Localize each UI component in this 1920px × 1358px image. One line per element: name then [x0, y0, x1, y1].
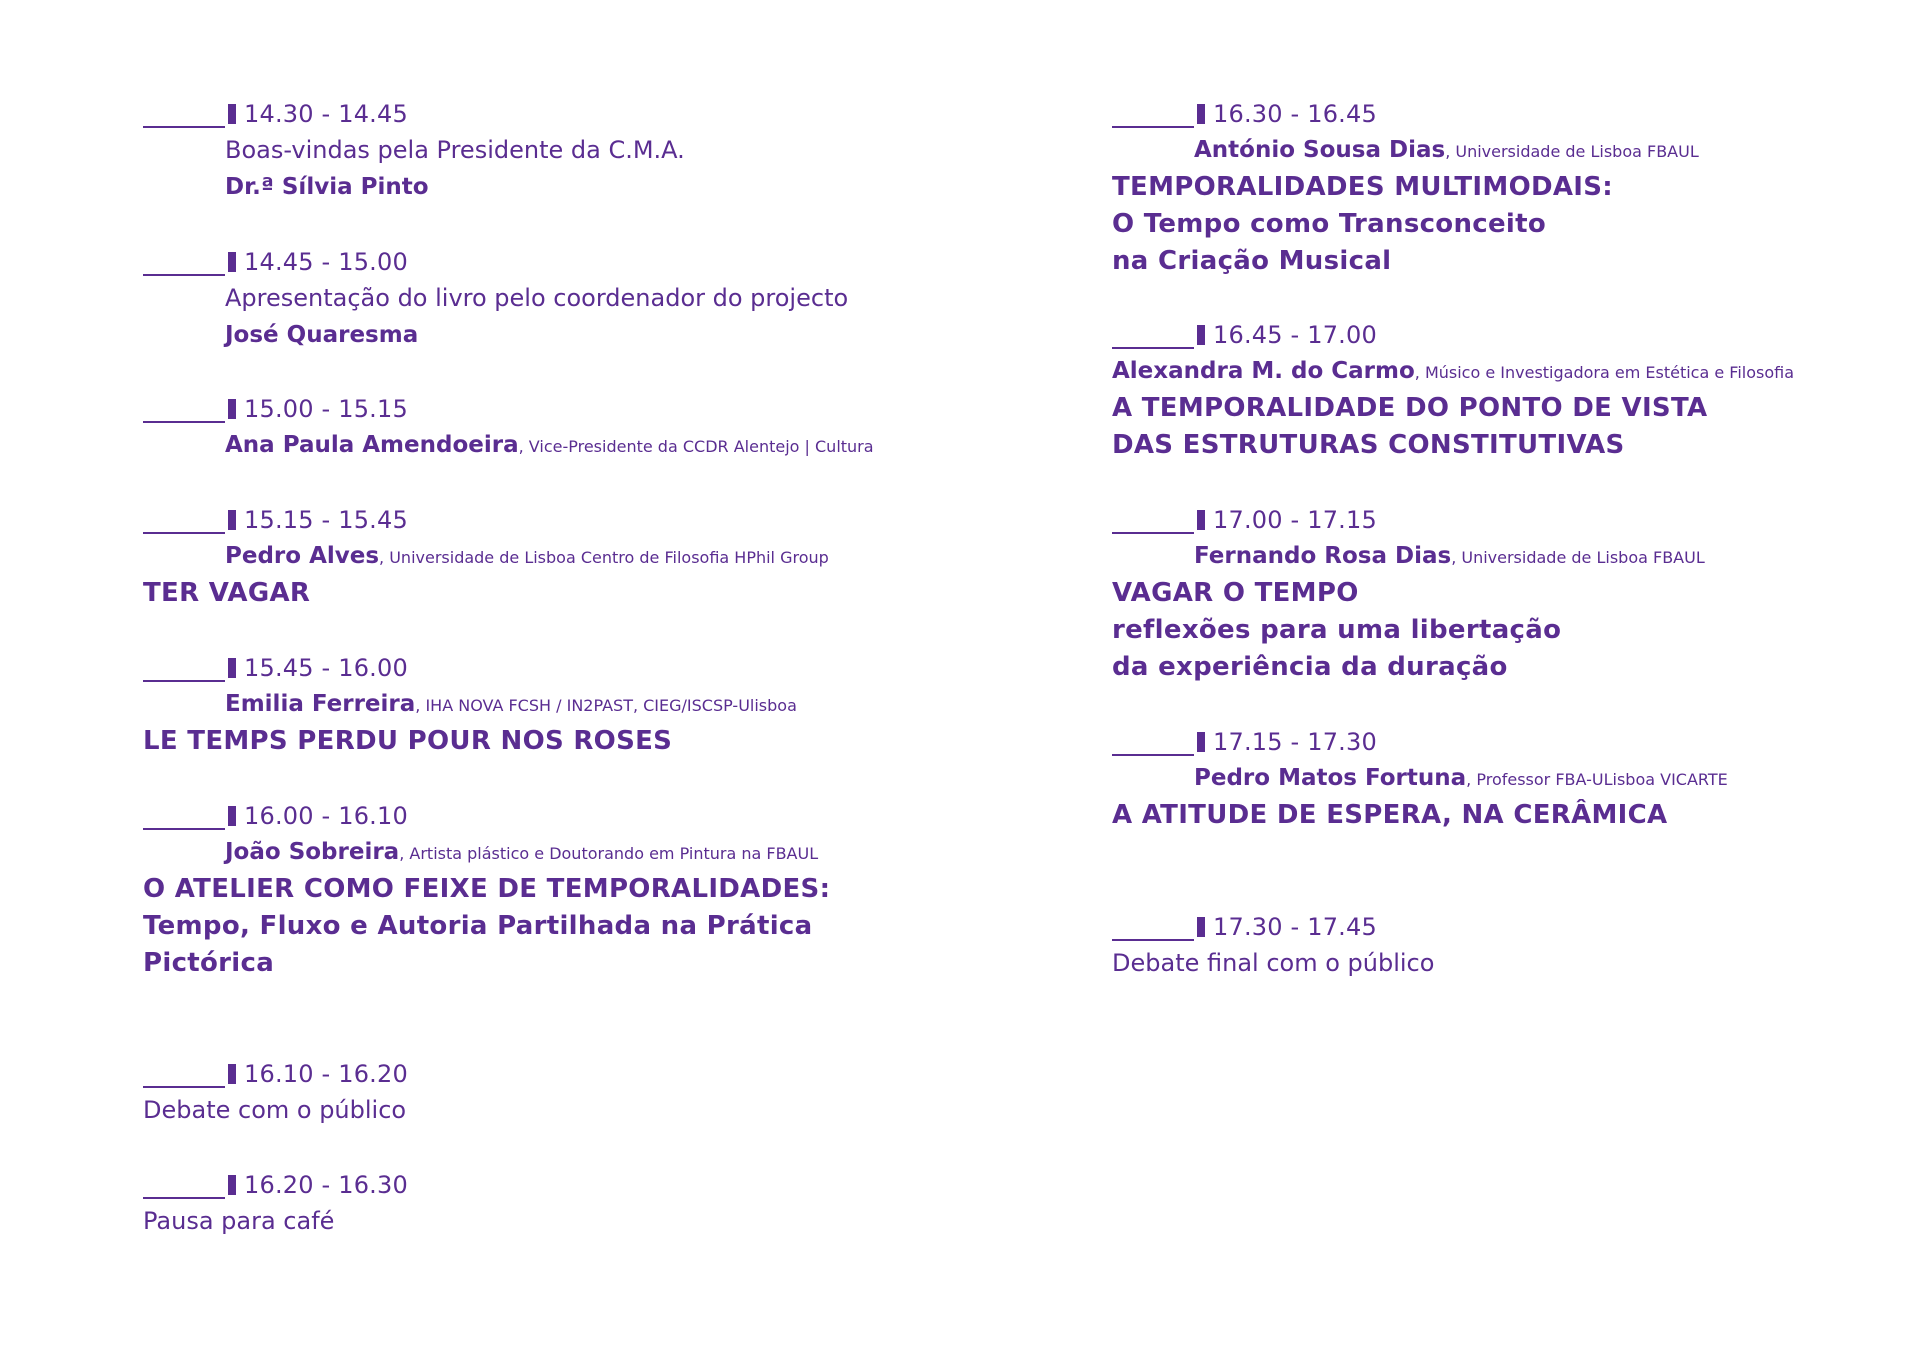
session-time: 15.00 - 15.15	[143, 391, 903, 427]
talk-title: DAS ESTRUTURAS CONSTITUTIVAS	[1112, 430, 1625, 460]
talk-title: Pictórica	[143, 948, 275, 978]
session-time: 16.10 - 16.20	[143, 1056, 903, 1092]
talk-title: da experiência da duração	[1112, 652, 1508, 682]
time-rule	[1112, 754, 1194, 756]
time-rule	[1112, 347, 1194, 349]
session-item	[143, 650, 903, 760]
session-time: 14.30 - 14.45	[143, 96, 903, 132]
talk-title: TER VAGAR	[143, 578, 311, 608]
session-speaker: Dr.ª Sílvia Pinto	[225, 174, 429, 200]
session-time: 16.00 - 16.10	[143, 798, 903, 834]
speaker-affiliation: , Universidade de Lisboa Centro de Filosofia HPhil Group	[379, 548, 829, 567]
talk-title: na Criação Musical	[1112, 246, 1392, 276]
time-marker-icon	[1197, 732, 1205, 752]
session-time: 15.45 - 16.00	[143, 650, 903, 686]
session-item	[1112, 96, 1892, 280]
session-time: 16.30 - 16.45	[1112, 96, 1892, 132]
session-speaker: João Sobreira, Artista plástico e Doutorando em Pintura na FBAUL	[225, 839, 819, 865]
session-speaker: Pedro Alves, Universidade de Lisboa Centro de Filosofia HPhil Group	[225, 543, 829, 569]
time-marker-icon	[228, 1064, 236, 1084]
time-rule	[143, 421, 225, 423]
session-time: 14.45 - 15.00	[143, 244, 903, 280]
session-speaker: António Sousa Dias, Universidade de Lisboa FBAUL	[1194, 137, 1699, 163]
session-item	[143, 502, 903, 612]
time-rule	[143, 532, 225, 534]
session-text: Debate final com o público	[1112, 949, 1435, 977]
talk-title: TEMPORALIDADES MULTIMODAIS:	[1112, 172, 1613, 202]
time-marker-icon	[1197, 917, 1205, 937]
session-time: 17.15 - 17.30	[1112, 724, 1892, 760]
session-time: 16.20 - 16.30	[143, 1167, 903, 1203]
time-marker-icon	[1197, 325, 1205, 345]
session-speaker: Emilia Ferreira, IHA NOVA FCSH / IN2PAST, CIEG/ISCSP-Ulisboa	[225, 691, 797, 717]
session-item	[143, 1056, 903, 1129]
time-marker-icon	[228, 1175, 236, 1195]
time-marker-icon	[1197, 510, 1205, 530]
time-rule	[143, 1197, 225, 1199]
time-marker-icon	[228, 104, 236, 124]
session-speaker: Pedro Matos Fortuna, Professor FBA-ULisboa VICARTE	[1194, 765, 1728, 791]
time-rule	[1112, 126, 1194, 128]
talk-title: A ATITUDE DE ESPERA, NA CERÂMICA	[1112, 800, 1668, 830]
session-item	[143, 391, 903, 464]
time-marker-icon	[1197, 104, 1205, 124]
session-item	[1112, 317, 1892, 464]
talk-title: Tempo, Fluxo e Autoria Partilhada na Prática	[143, 911, 813, 941]
time-rule	[143, 1086, 225, 1088]
session-text: Apresentação do livro pelo coordenador do projecto	[225, 284, 849, 312]
talk-title: reflexões para uma libertação	[1112, 615, 1562, 645]
session-time: 16.45 - 17.00	[1112, 317, 1892, 353]
time-marker-icon	[228, 510, 236, 530]
talk-title: VAGAR O TEMPO	[1112, 578, 1359, 608]
time-rule	[143, 274, 225, 276]
session-text: Pausa para café	[143, 1207, 335, 1235]
time-rule	[1112, 939, 1194, 941]
talk-title: O ATELIER COMO FEIXE DE TEMPORALIDADES:	[143, 874, 831, 904]
speaker-affiliation: , Universidade de Lisboa FBAUL	[1451, 548, 1705, 567]
session-speaker: Fernando Rosa Dias, Universidade de Lisboa FBAUL	[1194, 543, 1705, 569]
session-item	[1112, 502, 1892, 686]
time-marker-icon	[228, 806, 236, 826]
time-marker-icon	[228, 252, 236, 272]
time-rule	[1112, 532, 1194, 534]
session-item	[143, 798, 903, 982]
speaker-affiliation: , Vice-Presidente da CCDR Alentejo | Cultura	[518, 437, 874, 456]
session-time: 15.15 - 15.45	[143, 502, 903, 538]
speaker-affiliation: , Músico e Investigadora em Estética e Filosofia	[1414, 363, 1795, 382]
session-item	[1112, 909, 1892, 982]
speaker-affiliation: , Artista plástico e Doutorando em Pintura na FBAUL	[399, 844, 819, 863]
session-text: Boas-vindas pela Presidente da C.M.A.	[225, 136, 685, 164]
time-rule	[143, 828, 225, 830]
session-speaker: Ana Paula Amendoeira, Vice-Presidente da CCDR Alentejo | Cultura	[225, 432, 874, 458]
talk-title: O Tempo como Transconceito	[1112, 209, 1547, 239]
speaker-affiliation: , Professor FBA-ULisboa VICARTE	[1466, 770, 1728, 789]
talk-title: A TEMPORALIDADE DO PONTO DE VISTA	[1112, 393, 1708, 423]
session-text: Debate com o público	[143, 1096, 407, 1124]
session-time: 17.00 - 17.15	[1112, 502, 1892, 538]
talk-title: LE TEMPS PERDU POUR NOS ROSES	[143, 726, 673, 756]
time-rule	[143, 680, 225, 682]
time-marker-icon	[228, 399, 236, 419]
time-marker-icon	[228, 658, 236, 678]
session-time: 17.30 - 17.45	[1112, 909, 1892, 945]
session-item	[143, 244, 903, 354]
session-item	[1112, 724, 1892, 834]
session-item	[143, 96, 903, 206]
session-speaker: José Quaresma	[225, 322, 419, 348]
time-rule	[143, 126, 225, 128]
speaker-affiliation: , Universidade de Lisboa FBAUL	[1445, 142, 1699, 161]
session-speaker: Alexandra M. do Carmo, Músico e Investigadora em Estética e Filosofia	[1112, 358, 1795, 384]
speaker-affiliation: , IHA NOVA FCSH / IN2PAST, CIEG/ISCSP-Ulisboa	[415, 696, 797, 715]
session-item	[143, 1167, 903, 1240]
